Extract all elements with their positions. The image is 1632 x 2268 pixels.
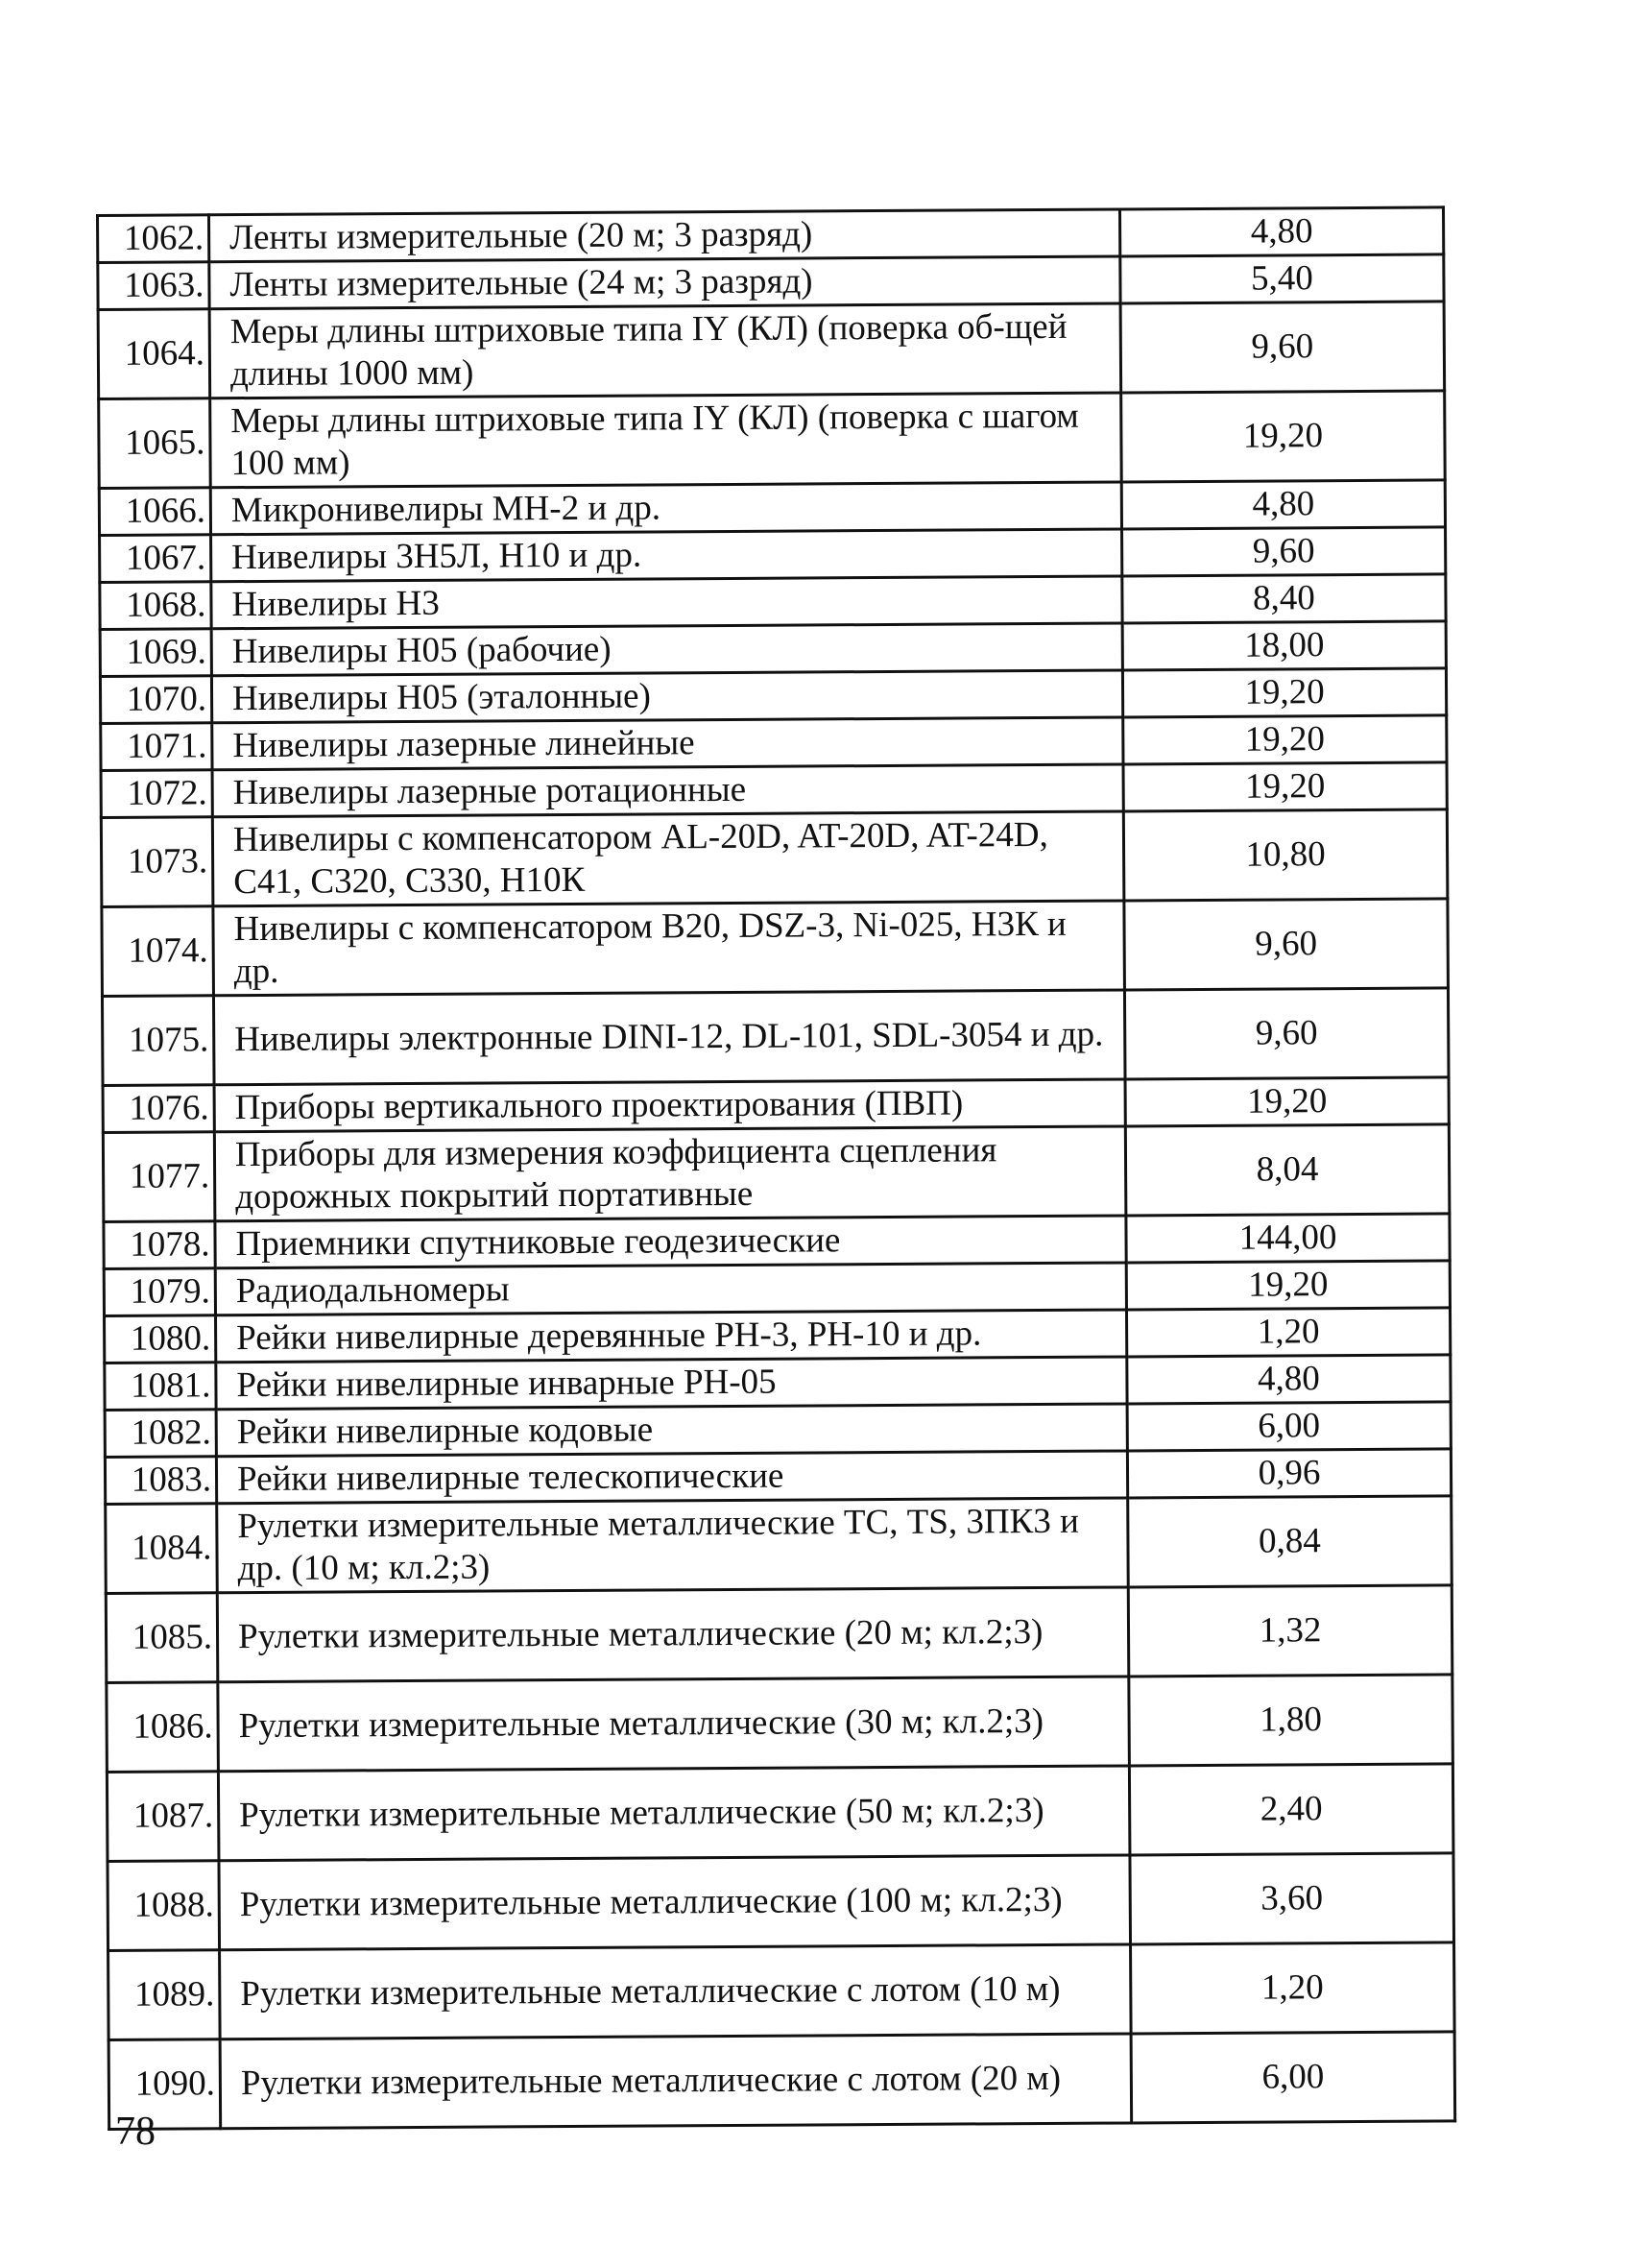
price-table <box>96 205 1456 2131</box>
row-name: Рулетки измерительные металлические с лотом (10 м) <box>220 1944 1132 2039</box>
table-row <box>103 1124 1450 1222</box>
row-number: 1084. <box>106 1504 218 1594</box>
row-number: 1088. <box>108 1861 220 1951</box>
row-value: 18,00 <box>1122 621 1446 670</box>
row-value: 6,00 <box>1127 1402 1451 1451</box>
row-name: Рулетки измерительные металлические (100 м; кл.2;3) <box>219 1855 1131 1950</box>
row-name: Рулетки измерительные металлические с лотом (20 м) <box>220 2034 1132 2129</box>
row-number: 1073. <box>101 817 213 907</box>
row-value: 9,60 <box>1124 988 1449 1079</box>
row-name: Микронивелиры МН-2 и др. <box>210 482 1121 535</box>
row-number: 1068. <box>100 582 211 630</box>
row-number: 1086. <box>107 1682 219 1773</box>
row-number: 1080. <box>105 1315 216 1363</box>
table-row <box>100 527 1446 583</box>
row-value: 19,20 <box>1123 715 1447 764</box>
row-name: Рейки нивелирные телескопические <box>216 1451 1127 1504</box>
table-row <box>104 1214 1450 1269</box>
table-row <box>105 1449 1451 1505</box>
row-value: 1,20 <box>1131 1942 1455 2034</box>
table-row <box>104 1261 1450 1316</box>
table-row <box>106 1585 1452 1683</box>
row-name: Нивелиры электронные DINI-12, DL-101, SDL-3054 и др. <box>213 990 1125 1085</box>
row-value: 144,00 <box>1126 1214 1450 1263</box>
table-row <box>100 668 1446 724</box>
table-row <box>99 391 1446 489</box>
table-row <box>108 2032 1455 2130</box>
table-row <box>105 1308 1451 1363</box>
row-name: Нивелиры с компенсатором B20, DSZ-3, Ni-025, Н3К и др. <box>213 901 1125 996</box>
row-number: 1070. <box>100 676 211 724</box>
row-number: 1076. <box>103 1085 214 1133</box>
row-number: 1062. <box>98 215 209 263</box>
row-number: 1087. <box>107 1772 219 1862</box>
row-value: 6,00 <box>1131 2032 1455 2123</box>
row-name: Радиодальномеры <box>215 1263 1126 1315</box>
table-row <box>108 1853 1454 1951</box>
row-value: 4,80 <box>1121 480 1445 529</box>
row-name: Приборы вертикального проектирования (ПВП) <box>214 1079 1125 1132</box>
row-number: 1089. <box>108 1950 221 2040</box>
row-value: 10,80 <box>1123 809 1448 901</box>
table-row <box>102 899 1449 997</box>
row-value: 0,84 <box>1128 1496 1452 1587</box>
row-number: 1069. <box>100 629 211 677</box>
table-row <box>107 1675 1453 1773</box>
row-number: 1079. <box>104 1268 215 1316</box>
page-number: 78 <box>115 2110 156 2154</box>
row-value: 8,40 <box>1122 574 1446 623</box>
table-row <box>98 207 1444 263</box>
table-row <box>102 988 1449 1086</box>
row-number: 1090. <box>108 2039 221 2130</box>
table-body <box>98 207 1455 2130</box>
table-row <box>100 574 1446 630</box>
row-name: Нивелиры Н05 (эталонные) <box>211 670 1122 723</box>
table-row <box>98 254 1444 310</box>
row-name: Меры длины штриховые типа IY (КЛ) (поверка с шагом 100 мм) <box>210 393 1122 488</box>
row-number: 1074. <box>102 906 214 997</box>
row-value: 19,20 <box>1125 1077 1449 1126</box>
row-value: 9,60 <box>1124 899 1449 990</box>
row-number: 1082. <box>105 1410 216 1458</box>
row-number: 1075. <box>102 996 214 1086</box>
row-number: 1081. <box>105 1363 216 1411</box>
table-row <box>101 762 1447 818</box>
row-name: Рулетки измерительные металлические ТС, TS, 3ПК3 и др. (10 м; кл.2;3) <box>217 1498 1129 1593</box>
row-number: 1065. <box>99 398 211 489</box>
row-name: Нивелиры Н05 (рабочие) <box>211 623 1122 676</box>
row-number: 1078. <box>104 1221 215 1269</box>
row-name: Нивелиры 3Н5Л, Н10 и др. <box>211 529 1122 582</box>
table-row <box>107 1764 1453 1862</box>
row-name: Нивелиры лазерные линейные <box>212 717 1123 770</box>
table-row <box>100 621 1446 677</box>
row-value: 8,04 <box>1125 1124 1450 1216</box>
row-name: Рулетки измерительные металлические (20 м; кл.2;3) <box>217 1587 1129 1682</box>
table-row <box>101 809 1448 907</box>
row-name: Нивелиры лазерные ротационные <box>212 764 1123 817</box>
row-name: Приемники спутниковые геодезические <box>215 1216 1126 1268</box>
table-row <box>106 1496 1452 1594</box>
row-number: 1071. <box>101 723 212 771</box>
table-row <box>99 480 1445 536</box>
row-name: Нивелиры Н3 <box>211 576 1122 629</box>
row-number: 1063. <box>98 262 209 310</box>
row-value: 19,20 <box>1126 1261 1450 1310</box>
row-name: Приборы для измерения коэффициента сцепления дорожных покрытий портативные <box>214 1126 1126 1221</box>
row-value: 1,32 <box>1128 1585 1452 1677</box>
row-value: 3,60 <box>1130 1853 1454 1944</box>
row-number: 1083. <box>105 1457 216 1505</box>
row-number: 1077. <box>103 1132 215 1222</box>
row-name: Нивелиры с компенсатором AL-20D, AT-20D, AT-24D, C41, C320, C330, Н10К <box>212 811 1124 906</box>
row-value: 19,20 <box>1121 391 1446 482</box>
row-value: 9,60 <box>1120 302 1445 393</box>
row-number: 1066. <box>99 488 210 536</box>
row-name: Ленты измерительные (24 м; 3 разряд) <box>209 256 1120 309</box>
row-name: Рейки нивелирные инварные РН-05 <box>216 1357 1127 1410</box>
table-row <box>105 1402 1451 1458</box>
table-row <box>98 302 1445 399</box>
table-row <box>108 1942 1455 2040</box>
row-name: Рулетки измерительные металлические (50 м; кл.2;3) <box>218 1766 1130 1861</box>
row-value: 4,80 <box>1119 207 1443 256</box>
row-value: 0,96 <box>1127 1449 1451 1498</box>
row-value: 9,60 <box>1122 527 1446 576</box>
row-number: 1085. <box>106 1593 218 1683</box>
row-name: Ленты измерительные (20 м; 3 разряд) <box>209 209 1120 262</box>
row-number: 1064. <box>98 309 210 399</box>
row-number: 1067. <box>100 535 211 583</box>
row-value: 4,80 <box>1127 1355 1451 1404</box>
row-name: Рейки нивелирные кодовые <box>216 1404 1127 1457</box>
row-name: Рулетки измерительные металлические (30 м; кл.2;3) <box>218 1677 1130 1772</box>
row-value: 1,80 <box>1129 1675 1453 1766</box>
row-value: 19,20 <box>1123 762 1447 811</box>
row-name: Рейки нивелирные деревянные РН-3, РН-10 и др. <box>216 1310 1127 1363</box>
table-row <box>101 715 1447 771</box>
row-value: 19,20 <box>1122 668 1446 717</box>
row-name: Меры длины штриховые типа IY (КЛ) (поверка об-щей длины 1000 мм) <box>209 303 1121 398</box>
table-row <box>103 1077 1449 1133</box>
row-value: 2,40 <box>1129 1764 1453 1855</box>
row-value: 5,40 <box>1120 254 1444 303</box>
row-number: 1072. <box>101 770 212 818</box>
table-row <box>105 1355 1451 1411</box>
row-value: 1,20 <box>1126 1308 1450 1357</box>
